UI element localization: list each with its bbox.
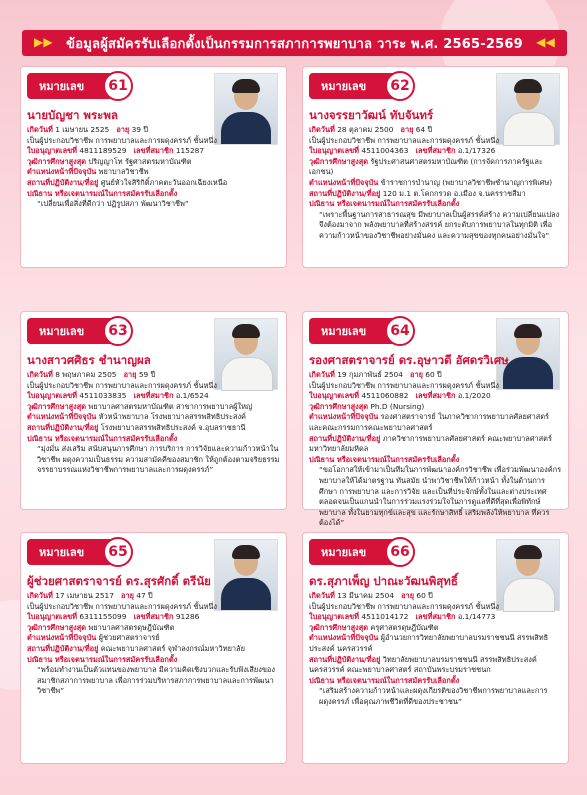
edu-value: พยาบาลศาสตรดุษฎีบัณฑิต xyxy=(88,622,175,632)
candidate-name: รองศาสตราจารย์ ดร.อุษาวดี อัศดรวิเศษ xyxy=(309,353,509,367)
workplace-label: สถานที่ปฏิบัติงาน/ที่อยู่ xyxy=(309,433,381,443)
license-value: 6311155099 xyxy=(79,612,127,622)
age-value: 47 ปี xyxy=(136,591,153,600)
position-label: ตำแหน่งหน้าที่ปัจจุบัน xyxy=(27,412,97,422)
tag-label: หมายเลข xyxy=(39,325,85,338)
vow-label: ปณิธาน หรือเจตนารมณ์ในการสมัครรับเลือกตั้ง xyxy=(309,454,460,464)
born-label: เกิดวันที่ xyxy=(309,370,335,379)
candidate-name: นางจรรยาวัฒน์ ทับจันทร์ xyxy=(309,108,434,122)
candidate-info xyxy=(309,591,562,708)
edu-value: Ph.D (Nursing) xyxy=(370,401,425,411)
position-label: ตำแหน่งหน้าที่ปัจจุบัน xyxy=(309,177,379,187)
practitioner-type: เป็นผู้ประกอบวิชาชีพ การพยาบาลและการผดุงครรภ์ ชั้นหนึ่ง xyxy=(309,601,500,611)
edu-label: วุฒิการศึกษาสูงสุด xyxy=(309,156,369,166)
age-value: 60 ปี xyxy=(416,591,433,600)
age-label: อายุ xyxy=(401,591,415,600)
member-value: อ.1/14773 xyxy=(457,612,496,622)
candidate-card xyxy=(20,66,287,268)
candidate-card xyxy=(302,66,569,268)
candidate-number: 65 xyxy=(103,537,133,567)
practitioner-type: เป็นผู้ประกอบวิชาชีพ การพยาบาลและการผดุงครรภ์ ชั้นหนึ่ง xyxy=(27,380,218,390)
workplace-label: สถานที่ปฏิบัติงาน/ที่อยู่ xyxy=(309,188,381,198)
candidate-name: นายบัญชา พระพล xyxy=(27,108,118,122)
candidate-card xyxy=(302,311,569,528)
license-value: 4511060882 xyxy=(361,391,409,401)
candidate-quote: “ขอโอกาสให้เข้ามาเป็นทีมในการพัฒนาองค์กรวิชาชีพ เพื่อร่วมพัฒนาองค์กรพยาบาลให้ได้มาตรฐาน ทันสมัย นำพาวิชาชีพให้ก้าวหน้า ทั้งในด้านการศึกษา การพยาบาล และการวิจัย และเป็นที่ประจักษ์ทั้งในและต่างประเทศ ตลอดจนเป็นแกนนำในการร่วมแรงร่วมใจในการดูแลที่ดีที่สุดเพื่อพิทักษ์พยาบาล ทั้งในยามทุกข์และสุข และรักษาสิทธิ์ เสริมพลังให้พยาบาล ที่ควรต้องได้” xyxy=(319,465,562,528)
vow-label: ปณิธาน หรือเจตนารมณ์ในการสมัครรับเลือกตั้ง xyxy=(309,675,460,685)
candidate-info xyxy=(309,370,562,529)
tag-label: หมายเลข xyxy=(321,546,367,559)
born-value: 19 กุมภาพันธ์ 2504 xyxy=(337,370,403,379)
born-label: เกิดวันที่ xyxy=(309,591,335,600)
practitioner-type: เป็นผู้ประกอบวิชาชีพ การพยาบาลและการผดุงครรภ์ ชั้นหนึ่ง xyxy=(309,380,500,390)
license-value: 4511014172 xyxy=(361,612,409,622)
edu-label: วุฒิการศึกษาสูงสุด xyxy=(27,622,87,632)
position-value: ข้าราชการบำนาญ (พยาบาลวิชาชีพชำนาญการพิเศษ) xyxy=(380,177,553,187)
number-tag xyxy=(309,539,410,565)
born-label: เกิดวันที่ xyxy=(27,125,53,134)
workplace-label: สถานที่ปฏิบัติงาน/ที่อยู่ xyxy=(27,422,99,432)
candidate-number: 66 xyxy=(385,537,415,567)
member-label: เลขที่สมาชิก xyxy=(415,612,456,622)
number-tag xyxy=(309,318,410,344)
edu-value: พยาบาลศาสตรมหาบัณฑิต สาขาการพยาบาลผู้ใหญ่ xyxy=(88,401,253,411)
born-label: เกิดวันที่ xyxy=(309,125,335,134)
edu-value: ครุศาสตรดุษฎีบัณฑิต xyxy=(370,622,439,632)
member-label: เลขที่สมาชิก xyxy=(133,612,174,622)
number-tag xyxy=(309,73,410,99)
candidate-info xyxy=(27,591,280,697)
age-label: อายุ xyxy=(121,591,134,600)
edu-label: วุฒิการศึกษาสูงสุด xyxy=(309,401,369,411)
member-label: เลขที่สมาชิก xyxy=(133,146,174,156)
workplace-label: สถานที่ปฏิบัติงาน/ที่อยู่ xyxy=(27,177,99,187)
candidate-info xyxy=(27,125,280,210)
workplace-value: 120 ม.1 ต.โคกกรวด อ.เมือง จ.นครราชสีมา xyxy=(382,188,526,198)
candidate-quote: “เสริมสร้างความก้าวหน้าและผดุงเกียรติของวิชาชีพการพยาบาลและการผดุงครรภ์ เพื่อคุณภาพชีวิตที่ดีของประชาชน” xyxy=(319,686,548,706)
born-value: 1 เมษายน 2525 xyxy=(55,125,110,134)
born-label: เกิดวันที่ xyxy=(27,591,53,600)
age-value: 39 ปี xyxy=(131,125,149,134)
candidate-name: นางสาวศศิธร ชำนาญผล xyxy=(27,353,151,367)
practitioner-type: เป็นผู้ประกอบวิชาชีพ การพยาบาลและการผดุงครรภ์ ชั้นหนึ่ง xyxy=(309,135,500,145)
license-label: ใบอนุญาตเลขที่ xyxy=(309,612,360,622)
position-label: ตำแหน่งหน้าที่ปัจจุบัน xyxy=(27,167,97,177)
age-value: 60 ปี xyxy=(425,370,442,379)
member-value: อ.1/6524 xyxy=(175,391,209,401)
age-label: อายุ xyxy=(116,125,130,134)
candidate-card xyxy=(20,532,287,764)
born-label: เกิดวันที่ xyxy=(27,370,53,379)
position-label: ตำแหน่งหน้าที่ปัจจุบัน xyxy=(309,412,379,422)
member-label: เลขที่สมาชิก xyxy=(415,146,456,156)
born-value: 17 เมษายน 2517 xyxy=(55,591,114,600)
position-label: ตำแหน่งหน้าที่ปัจจุบัน xyxy=(27,633,97,643)
member-label: เลขที่สมาชิก xyxy=(133,391,174,401)
member-value: อ.1/2020 xyxy=(457,391,491,401)
page-title: ข้อมูลผู้สมัครรับเลือกตั้งเป็นกรรมการสภาการพยาบาล วาระ พ.ศ. 2565-2569 xyxy=(66,36,523,52)
tag-label: หมายเลข xyxy=(321,325,367,338)
candidate-quote: “พร้อมทำงานเป็นตัวแทนของพยาบาล มีความคิดเชิงบวกและรับฟังเสียงของสมาชิกสภาการพยาบาล เพื่อการร่วมบริหารสภาการพยาบาลและการพัฒนาวิชาชีพ” xyxy=(37,665,275,696)
candidate-info xyxy=(309,125,562,242)
member-value: 91286 xyxy=(175,612,200,622)
license-label: ใบอนุญาตเลขที่ xyxy=(27,391,78,401)
license-value: 4511033835 xyxy=(79,391,127,401)
workplace-label: สถานที่ปฏิบัติงาน/ที่อยู่ xyxy=(27,643,99,653)
page-title-banner xyxy=(22,30,567,56)
workplace-value: คณะพยาบาลศาสตร์ จุฬาลงกรณ์มหาวิทยาลัย xyxy=(100,643,245,653)
license-label: ใบอนุญาตเลขที่ xyxy=(309,146,360,156)
candidate-quote: “เพราะพื้นฐานการสาธารณสุข มีพยาบาลเป็นผู้สรรค์สร้าง ความเปลี่ยนแปลงจึงต้องมาจาก พลังพยาบาลที่สร้างสรรค์ ยกระดับการพยาบาลในทุกมิติ เพื่อความก้าวหน้าของวิชาชีพอย่างมั่นคง และความสุขของทุกคนอย่างมั่นใจ” xyxy=(319,209,560,240)
position-label: ตำแหน่งหน้าที่ปัจจุบัน xyxy=(309,633,379,643)
number-tag xyxy=(27,318,128,344)
born-value: 13 มีนาคม 2504 xyxy=(337,591,395,600)
member-value: อ.1/17326 xyxy=(457,146,496,156)
edu-value: ปริญญาโท รัฐศาสตรมหาบัณฑิต xyxy=(88,156,192,166)
candidate-card xyxy=(302,532,569,764)
workplace-value: ศูนย์หัวใจสิริกิติ์ภาคตะวันออกเฉียงเหนือ xyxy=(100,177,228,187)
candidate-number: 63 xyxy=(103,316,133,346)
age-value: 64 ปี xyxy=(415,125,433,134)
candidate-quote: “มุ่งมั่น ส่งเสริม สนับสนุนการศึกษา การบริการ การวิจัยและความก้าวหน้าในวิชาชีพ ผดุงความเป็นธรรม ความสามัคคีของสมาชิก ให้ถูกต้องตามจริยธรรม จรรยาบรรณแห่งวิชาชีพการพยาบาลและการผดุงครรภ์” xyxy=(37,444,280,475)
arrow-right-icon: ▶▶ xyxy=(34,35,53,49)
edu-value: รัฐประศาสนศาสตรมหาบัณฑิต (การจัดการภาครัฐและเอกชน) xyxy=(309,156,543,177)
tag-label: หมายเลข xyxy=(39,80,85,93)
practitioner-type: เป็นผู้ประกอบวิชาชีพ การพยาบาลและการผดุงครรภ์ ชั้นหนึ่ง xyxy=(27,135,218,145)
vow-label: ปณิธาน หรือเจตนารมณ์ในการสมัครรับเลือกตั้ง xyxy=(27,654,178,664)
edu-label: วุฒิการศึกษาสูงสุด xyxy=(309,622,369,632)
license-value: 4811189529 xyxy=(79,146,127,156)
license-value: 4511004363 xyxy=(361,146,409,156)
workplace-value: วิทยาลัยพยาบาลบรมราชชนนี สรรพสิทธิประสงค์ นครสวรรค์ คณะพยาบาลศาสตร์ สถาบันพระบรมราชชนก xyxy=(309,654,537,675)
candidate-card xyxy=(20,311,287,510)
practitioner-type: เป็นผู้ประกอบวิชาชีพ การพยาบาลและการผดุงครรภ์ ชั้นหนึ่ง xyxy=(27,601,218,611)
tag-label: หมายเลข xyxy=(39,546,85,559)
candidate-number: 62 xyxy=(385,71,415,101)
vow-label: ปณิธาน หรือเจตนารมณ์ในการสมัครรับเลือกตั้ง xyxy=(309,199,460,209)
candidate-info xyxy=(27,370,280,476)
position-value: พยาบาลวิชาชีพ xyxy=(98,167,149,177)
edu-label: วุฒิการศึกษาสูงสุด xyxy=(27,156,87,166)
tag-label: หมายเลข xyxy=(321,80,367,93)
candidate-name: ผู้ช่วยศาสตราจารย์ ดร.สุรศักดิ์ ตรีนัย xyxy=(27,574,211,588)
license-label: ใบอนุญาตเลขที่ xyxy=(27,146,78,156)
position-value: ผู้อำนวยการวิทยาลัยพยาบาลบรมราชชนนี สรรพสิทธิประสงค์ นครสวรรค์ xyxy=(309,633,549,653)
member-value: 115287 xyxy=(175,146,205,156)
candidate-quote: “เปลี่ยนเพื่อสิ่งที่ดีกว่า ปฏิรูปสภา พัฒนาวิชาชีพ” xyxy=(37,199,189,209)
vow-label: ปณิธาน หรือเจตนารมณ์ในการสมัครรับเลือกตั้ง xyxy=(27,188,178,198)
age-label: อายุ xyxy=(400,125,414,134)
number-tag xyxy=(27,73,128,99)
born-value: 8 พฤษภาคม 2505 xyxy=(55,370,117,379)
position-value: รองศาสตราจารย์ ในภาควิชาการพยาบาลศัลยศาสตร์ และคณะกรรมการคณะพยาบาลศาสตร์ xyxy=(309,412,550,432)
position-value: หัวหน้าพยาบาล โรงพยาบาลสรรพสิทธิประสงค์ xyxy=(98,412,247,422)
license-label: ใบอนุญาตเลขที่ xyxy=(309,391,360,401)
edu-label: วุฒิการศึกษาสูงสุด xyxy=(27,401,87,411)
age-label: อายุ xyxy=(410,370,423,379)
number-tag xyxy=(27,539,128,565)
candidate-number: 64 xyxy=(385,316,415,346)
workplace-label: สถานที่ปฏิบัติงาน/ที่อยู่ xyxy=(309,654,381,664)
workplace-value: โรงพยาบาลสรรพสิทธิประสงค์ จ.อุบลราชธานี xyxy=(100,422,246,432)
age-label: อายุ xyxy=(123,370,137,379)
age-value: 59 ปี xyxy=(138,370,156,379)
position-value: ผู้ช่วยศาสตราจารย์ xyxy=(98,633,160,643)
workplace-value: ภาควิชาการพยาบาลศัลยศาสตร์ คณะพยาบาลศาสตร์ มหาวิทยาลัยมหิดล xyxy=(309,433,552,454)
born-value: 28 ตุลาคม 2500 xyxy=(337,125,394,134)
arrow-left-icon: ◀◀ xyxy=(536,35,555,49)
candidate-name: ดร.สุภาเพ็ญ ปาณะวัฒนพิสุทธิ์ xyxy=(309,574,458,588)
candidate-number: 61 xyxy=(103,71,133,101)
license-label: ใบอนุญาตเลขที่ xyxy=(27,612,78,622)
member-label: เลขที่สมาชิก xyxy=(415,391,456,401)
vow-label: ปณิธาน หรือเจตนารมณ์ในการสมัครรับเลือกตั้ง xyxy=(27,433,178,443)
